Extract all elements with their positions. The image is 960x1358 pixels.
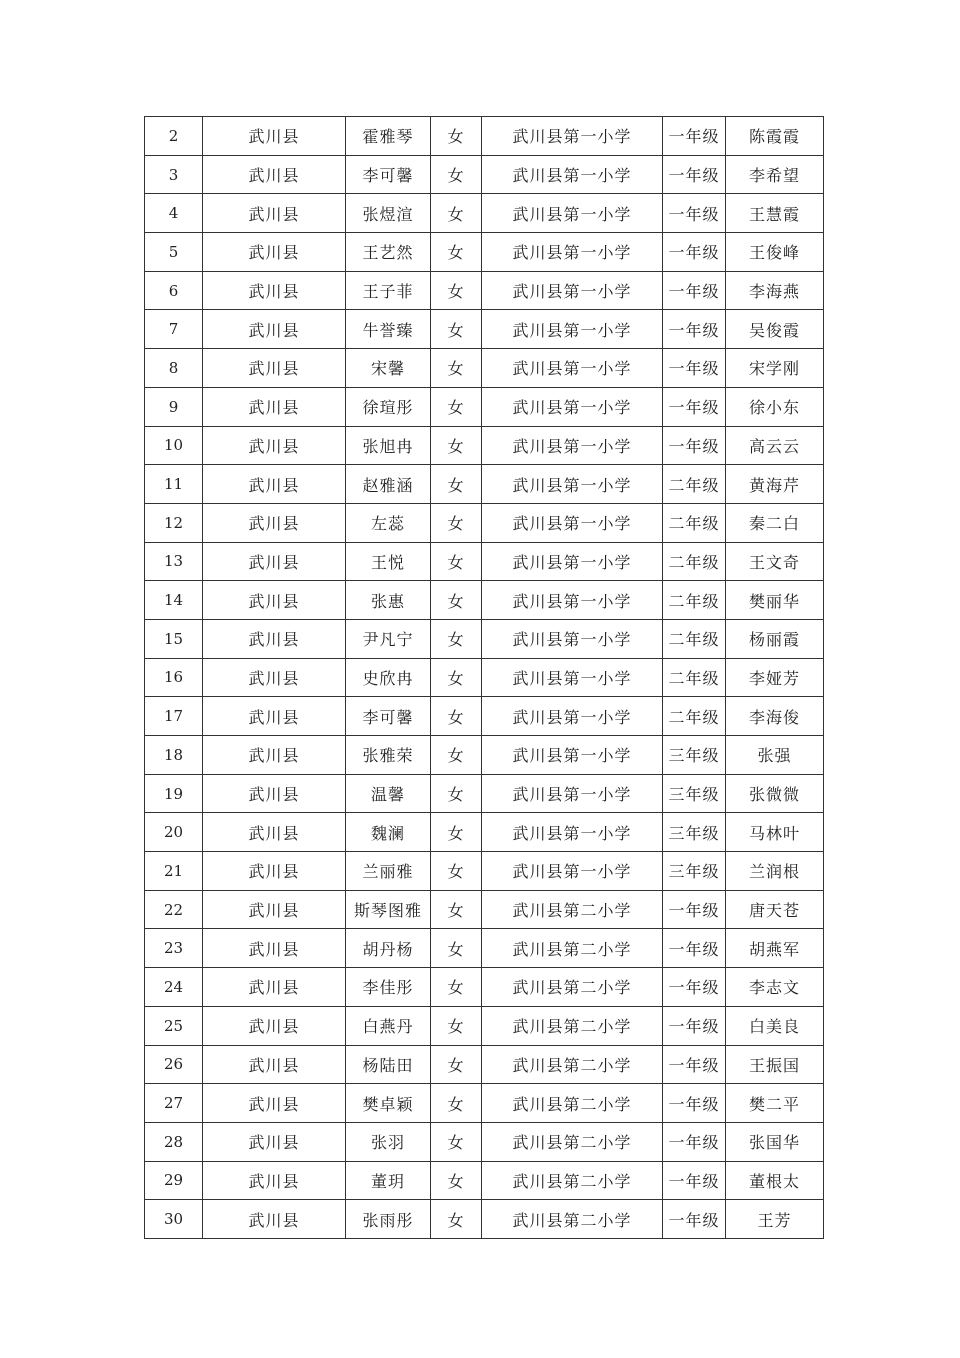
- teacher-cell: 吴俊霞: [726, 310, 824, 349]
- grade-cell: 一年级: [663, 233, 726, 272]
- county-cell: 武川县: [203, 387, 346, 426]
- county-cell: 武川县: [203, 426, 346, 465]
- teacher-cell: 王芳: [726, 1200, 824, 1239]
- student-name-cell: 李可馨: [346, 155, 431, 194]
- table-row: [145, 310, 824, 349]
- grade-cell: 二年级: [663, 619, 726, 658]
- table-row: [145, 619, 824, 658]
- teacher-cell: 张强: [726, 736, 824, 775]
- gender-cell: 女: [431, 194, 482, 233]
- school-cell: 武川县第二小学: [482, 1122, 663, 1161]
- grade-cell: 一年级: [663, 1122, 726, 1161]
- student-name-cell: 斯琴图雅: [346, 890, 431, 929]
- grade-cell: 三年级: [663, 813, 726, 852]
- gender-cell: 女: [431, 736, 482, 775]
- grade-cell: 一年级: [663, 1084, 726, 1123]
- teacher-cell: 秦二白: [726, 503, 824, 542]
- row-number: 4: [145, 194, 203, 233]
- table-row: [145, 233, 824, 272]
- teacher-cell: 董根太: [726, 1161, 824, 1200]
- student-name-cell: 白燕丹: [346, 1006, 431, 1045]
- teacher-cell: 王慧霞: [726, 194, 824, 233]
- teacher-cell: 黄海芹: [726, 465, 824, 504]
- school-cell: 武川县第一小学: [482, 542, 663, 581]
- school-cell: 武川县第一小学: [482, 658, 663, 697]
- table-row: [145, 852, 824, 891]
- row-number: 26: [145, 1045, 203, 1084]
- gender-cell: 女: [431, 503, 482, 542]
- county-cell: 武川县: [203, 581, 346, 620]
- county-cell: 武川县: [203, 233, 346, 272]
- teacher-cell: 兰润根: [726, 852, 824, 891]
- county-cell: 武川县: [203, 929, 346, 968]
- county-cell: 武川县: [203, 465, 346, 504]
- row-number: 10: [145, 426, 203, 465]
- table-row: [145, 1161, 824, 1200]
- teacher-cell: 白美良: [726, 1006, 824, 1045]
- grade-cell: 三年级: [663, 774, 726, 813]
- county-cell: 武川县: [203, 774, 346, 813]
- grade-cell: 二年级: [663, 542, 726, 581]
- student-name-cell: 张雨彤: [346, 1200, 431, 1239]
- grade-cell: 一年级: [663, 1045, 726, 1084]
- school-cell: 武川县第二小学: [482, 1084, 663, 1123]
- grade-cell: 一年级: [663, 310, 726, 349]
- teacher-cell: 徐小东: [726, 387, 824, 426]
- student-name-cell: 赵雅涵: [346, 465, 431, 504]
- row-number: 15: [145, 619, 203, 658]
- grade-cell: 一年级: [663, 1200, 726, 1239]
- row-number: 17: [145, 697, 203, 736]
- row-number: 2: [145, 117, 203, 156]
- gender-cell: 女: [431, 890, 482, 929]
- row-number: 13: [145, 542, 203, 581]
- grade-cell: 一年级: [663, 426, 726, 465]
- grade-cell: 三年级: [663, 852, 726, 891]
- county-cell: 武川县: [203, 1084, 346, 1123]
- teacher-cell: 高云云: [726, 426, 824, 465]
- student-name-cell: 胡丹杨: [346, 929, 431, 968]
- student-name-cell: 张羽: [346, 1122, 431, 1161]
- gender-cell: 女: [431, 619, 482, 658]
- teacher-cell: 李海俊: [726, 697, 824, 736]
- grade-cell: 一年级: [663, 349, 726, 388]
- teacher-cell: 王振国: [726, 1045, 824, 1084]
- county-cell: 武川县: [203, 658, 346, 697]
- grade-cell: 三年级: [663, 736, 726, 775]
- table-row: [145, 1006, 824, 1045]
- school-cell: 武川县第一小学: [482, 852, 663, 891]
- gender-cell: 女: [431, 581, 482, 620]
- school-cell: 武川县第一小学: [482, 465, 663, 504]
- student-roster-table: [144, 116, 824, 1239]
- school-cell: 武川县第一小学: [482, 310, 663, 349]
- gender-cell: 女: [431, 465, 482, 504]
- student-name-cell: 牛誉臻: [346, 310, 431, 349]
- school-cell: 武川县第一小学: [482, 387, 663, 426]
- county-cell: 武川县: [203, 1045, 346, 1084]
- student-name-cell: 史欣冉: [346, 658, 431, 697]
- table-row: [145, 349, 824, 388]
- county-cell: 武川县: [203, 349, 346, 388]
- teacher-cell: 陈霞霞: [726, 117, 824, 156]
- grade-cell: 二年级: [663, 658, 726, 697]
- grade-cell: 一年级: [663, 1006, 726, 1045]
- grade-cell: 一年级: [663, 387, 726, 426]
- table-row: [145, 1122, 824, 1161]
- teacher-cell: 宋学刚: [726, 349, 824, 388]
- gender-cell: 女: [431, 117, 482, 156]
- teacher-cell: 樊二平: [726, 1084, 824, 1123]
- gender-cell: 女: [431, 1122, 482, 1161]
- student-name-cell: 王艺然: [346, 233, 431, 272]
- gender-cell: 女: [431, 1161, 482, 1200]
- county-cell: 武川县: [203, 310, 346, 349]
- county-cell: 武川县: [203, 1122, 346, 1161]
- school-cell: 武川县第一小学: [482, 774, 663, 813]
- teacher-cell: 李海燕: [726, 271, 824, 310]
- row-number: 16: [145, 658, 203, 697]
- teacher-cell: 张微微: [726, 774, 824, 813]
- student-name-cell: 左蕊: [346, 503, 431, 542]
- gender-cell: 女: [431, 968, 482, 1007]
- school-cell: 武川县第一小学: [482, 233, 663, 272]
- school-cell: 武川县第一小学: [482, 426, 663, 465]
- row-number: 18: [145, 736, 203, 775]
- table-row: [145, 271, 824, 310]
- table-row: [145, 929, 824, 968]
- county-cell: 武川县: [203, 1006, 346, 1045]
- grade-cell: 一年级: [663, 117, 726, 156]
- teacher-cell: 胡燕军: [726, 929, 824, 968]
- grade-cell: 一年级: [663, 271, 726, 310]
- student-name-cell: 王子菲: [346, 271, 431, 310]
- teacher-cell: 李志文: [726, 968, 824, 1007]
- table-row: [145, 581, 824, 620]
- table-row: [145, 194, 824, 233]
- teacher-cell: 李娅芳: [726, 658, 824, 697]
- grade-cell: 一年级: [663, 194, 726, 233]
- gender-cell: 女: [431, 929, 482, 968]
- grade-cell: 二年级: [663, 581, 726, 620]
- county-cell: 武川县: [203, 968, 346, 1007]
- school-cell: 武川县第一小学: [482, 581, 663, 620]
- county-cell: 武川县: [203, 1200, 346, 1239]
- row-number: 11: [145, 465, 203, 504]
- table-row: [145, 542, 824, 581]
- school-cell: 武川县第一小学: [482, 117, 663, 156]
- row-number: 29: [145, 1161, 203, 1200]
- school-cell: 武川县第二小学: [482, 1200, 663, 1239]
- table-row: [145, 890, 824, 929]
- grade-cell: 二年级: [663, 503, 726, 542]
- table-row: [145, 968, 824, 1007]
- county-cell: 武川县: [203, 697, 346, 736]
- county-cell: 武川县: [203, 117, 346, 156]
- teacher-cell: 樊丽华: [726, 581, 824, 620]
- student-name-cell: 魏澜: [346, 813, 431, 852]
- student-name-cell: 宋馨: [346, 349, 431, 388]
- school-cell: 武川县第二小学: [482, 1045, 663, 1084]
- student-name-cell: 李佳彤: [346, 968, 431, 1007]
- row-number: 19: [145, 774, 203, 813]
- table-row: [145, 426, 824, 465]
- student-name-cell: 张煜渲: [346, 194, 431, 233]
- school-cell: 武川县第一小学: [482, 736, 663, 775]
- table-row: [145, 697, 824, 736]
- gender-cell: 女: [431, 233, 482, 272]
- row-number: 14: [145, 581, 203, 620]
- student-name-cell: 董玥: [346, 1161, 431, 1200]
- school-cell: 武川县第一小学: [482, 503, 663, 542]
- county-cell: 武川县: [203, 155, 346, 194]
- gender-cell: 女: [431, 1045, 482, 1084]
- school-cell: 武川县第一小学: [482, 697, 663, 736]
- grade-cell: 二年级: [663, 697, 726, 736]
- row-number: 5: [145, 233, 203, 272]
- county-cell: 武川县: [203, 890, 346, 929]
- teacher-cell: 王文奇: [726, 542, 824, 581]
- county-cell: 武川县: [203, 542, 346, 581]
- row-number: 6: [145, 271, 203, 310]
- student-name-cell: 李可馨: [346, 697, 431, 736]
- student-name-cell: 尹凡宁: [346, 619, 431, 658]
- table-row: [145, 465, 824, 504]
- student-name-cell: 张旭冉: [346, 426, 431, 465]
- teacher-cell: 李希望: [726, 155, 824, 194]
- county-cell: 武川县: [203, 619, 346, 658]
- school-cell: 武川县第二小学: [482, 929, 663, 968]
- gender-cell: 女: [431, 310, 482, 349]
- student-name-cell: 霍雅琴: [346, 117, 431, 156]
- teacher-cell: 王俊峰: [726, 233, 824, 272]
- row-number: 27: [145, 1084, 203, 1123]
- grade-cell: 一年级: [663, 1161, 726, 1200]
- row-number: 12: [145, 503, 203, 542]
- gender-cell: 女: [431, 1006, 482, 1045]
- row-number: 20: [145, 813, 203, 852]
- county-cell: 武川县: [203, 1161, 346, 1200]
- row-number: 9: [145, 387, 203, 426]
- gender-cell: 女: [431, 387, 482, 426]
- school-cell: 武川县第二小学: [482, 890, 663, 929]
- table-row: [145, 503, 824, 542]
- student-name-cell: 温馨: [346, 774, 431, 813]
- row-number: 24: [145, 968, 203, 1007]
- row-number: 8: [145, 349, 203, 388]
- row-number: 21: [145, 852, 203, 891]
- gender-cell: 女: [431, 349, 482, 388]
- teacher-cell: 唐天苍: [726, 890, 824, 929]
- grade-cell: 二年级: [663, 465, 726, 504]
- row-number: 28: [145, 1122, 203, 1161]
- county-cell: 武川县: [203, 736, 346, 775]
- gender-cell: 女: [431, 852, 482, 891]
- gender-cell: 女: [431, 697, 482, 736]
- gender-cell: 女: [431, 155, 482, 194]
- gender-cell: 女: [431, 426, 482, 465]
- grade-cell: 一年级: [663, 968, 726, 1007]
- school-cell: 武川县第一小学: [482, 271, 663, 310]
- row-number: 23: [145, 929, 203, 968]
- gender-cell: 女: [431, 1200, 482, 1239]
- county-cell: 武川县: [203, 813, 346, 852]
- table-row: [145, 658, 824, 697]
- roster-body: [145, 117, 824, 1239]
- row-number: 30: [145, 1200, 203, 1239]
- table-row: [145, 813, 824, 852]
- gender-cell: 女: [431, 1084, 482, 1123]
- student-name-cell: 王悦: [346, 542, 431, 581]
- table-row: [145, 1045, 824, 1084]
- table-row: [145, 736, 824, 775]
- teacher-cell: 杨丽霞: [726, 619, 824, 658]
- table-row: [145, 774, 824, 813]
- student-name-cell: 张惠: [346, 581, 431, 620]
- gender-cell: 女: [431, 658, 482, 697]
- gender-cell: 女: [431, 542, 482, 581]
- row-number: 7: [145, 310, 203, 349]
- student-name-cell: 樊卓颖: [346, 1084, 431, 1123]
- county-cell: 武川县: [203, 271, 346, 310]
- table-row: [145, 387, 824, 426]
- table-row: [145, 117, 824, 156]
- student-name-cell: 徐瑄彤: [346, 387, 431, 426]
- gender-cell: 女: [431, 813, 482, 852]
- row-number: 3: [145, 155, 203, 194]
- table-row: [145, 1084, 824, 1123]
- teacher-cell: 张国华: [726, 1122, 824, 1161]
- table-row: [145, 155, 824, 194]
- school-cell: 武川县第一小学: [482, 619, 663, 658]
- table-row: [145, 1200, 824, 1239]
- school-cell: 武川县第二小学: [482, 1161, 663, 1200]
- school-cell: 武川县第二小学: [482, 968, 663, 1007]
- county-cell: 武川县: [203, 194, 346, 233]
- student-name-cell: 张雅荣: [346, 736, 431, 775]
- student-name-cell: 兰丽雅: [346, 852, 431, 891]
- school-cell: 武川县第一小学: [482, 194, 663, 233]
- county-cell: 武川县: [203, 503, 346, 542]
- school-cell: 武川县第一小学: [482, 155, 663, 194]
- gender-cell: 女: [431, 271, 482, 310]
- county-cell: 武川县: [203, 852, 346, 891]
- row-number: 22: [145, 890, 203, 929]
- teacher-cell: 马林叶: [726, 813, 824, 852]
- grade-cell: 一年级: [663, 929, 726, 968]
- grade-cell: 一年级: [663, 155, 726, 194]
- school-cell: 武川县第一小学: [482, 813, 663, 852]
- gender-cell: 女: [431, 774, 482, 813]
- school-cell: 武川县第二小学: [482, 1006, 663, 1045]
- student-name-cell: 杨陆田: [346, 1045, 431, 1084]
- grade-cell: 一年级: [663, 890, 726, 929]
- school-cell: 武川县第一小学: [482, 349, 663, 388]
- row-number: 25: [145, 1006, 203, 1045]
